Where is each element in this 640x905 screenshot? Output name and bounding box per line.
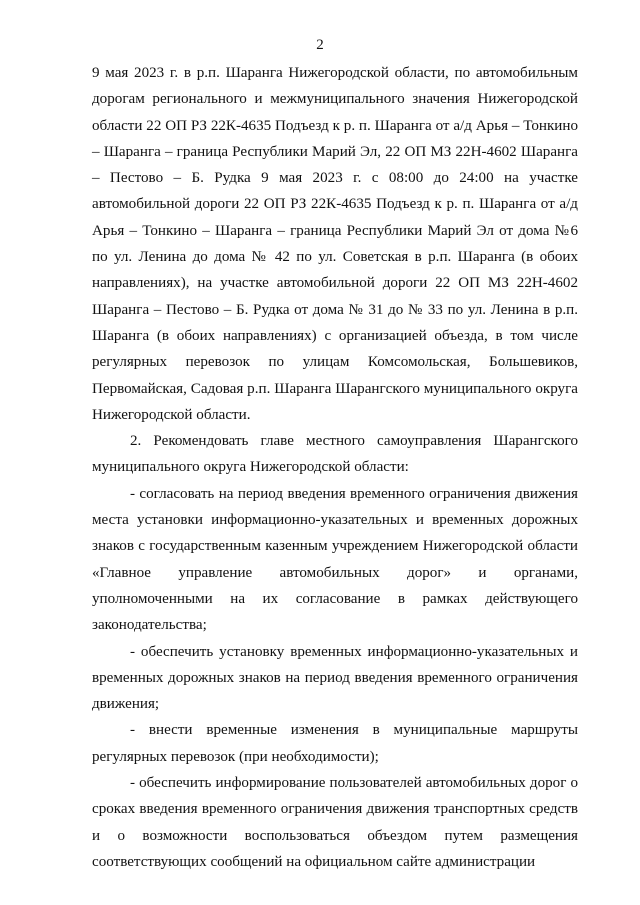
document-body (92, 60, 578, 875)
paragraph-inform-users: - обеспечить информирование пользователей автомобильных дорог о сроках введения временного ограничения движения транспортных средств и о возможности воспользоваться объездом путем размещения соответствующих сообщений на официальном сайте администрации (92, 775, 578, 870)
paragraph-agree-sign-locations: - согласовать на период введения временного ограничения движения места установки информационно-указательных и временных дорожных знаков с государственным казенным учреждением Нижегородской области «Главное управление автомобильных дорог» и органами, уполномоченными на их согласование в рамках действующего законодательства; (92, 485, 578, 634)
paragraph-road-restriction-details: 9 мая 2023 г. в р.п. Шаранга Нижегородской области, по автомобильным дорогам регионального и межмуниципального значения Нижегородской области 22 ОП РЗ 22К-4635 Подъезд к р. п. Шаранга от а/д Арья – Тонкино – Шаранга – граница Республики Марий Эл, 22 ОП МЗ 22Н-4602 Шаранга – Пестово – Б. Рудка 9 мая 2023 г. с 08:00 до 24:00 на участке автомобильной дороги 22 ОП РЗ 22К-4635 Подъезд к р. п. Шаранга от а/д Арья – Тонкино – Шаранга – граница Республики Марий Эл от дома №6 по ул. Ленина до дома № 42 по ул. Советская в р.п. Шаранга (в обоих направлениях), на участке автомобильной дороги 22 ОП МЗ 22Н-4602 Шаранга – Пестово – Б. Рудка от дома № 31 до № 33 по ул. Ленина в р.п. Шаранга (в обоих направлениях) с организацией объезда, в том числе регулярных перевозок по улицам Комсомольская, Большевиков, Первомайская, Садовая р.п. Шаранга Шарангского муниципального округа Нижегородской области. (92, 65, 578, 423)
page-number: 2 (316, 37, 324, 53)
paragraph-change-routes: - внести временные изменения в муниципальные маршруты регулярных перевозок (при необходимости); (92, 722, 578, 765)
paragraph-install-signs: - обеспечить установку временных информационно-указательных и временных дорожных знаков на период введения временного ограничения движения; (92, 643, 578, 713)
paragraph-recommendation: 2. Рекомендовать главе местного самоуправления Шарангского муниципального округа Нижегородской области: (92, 433, 578, 476)
